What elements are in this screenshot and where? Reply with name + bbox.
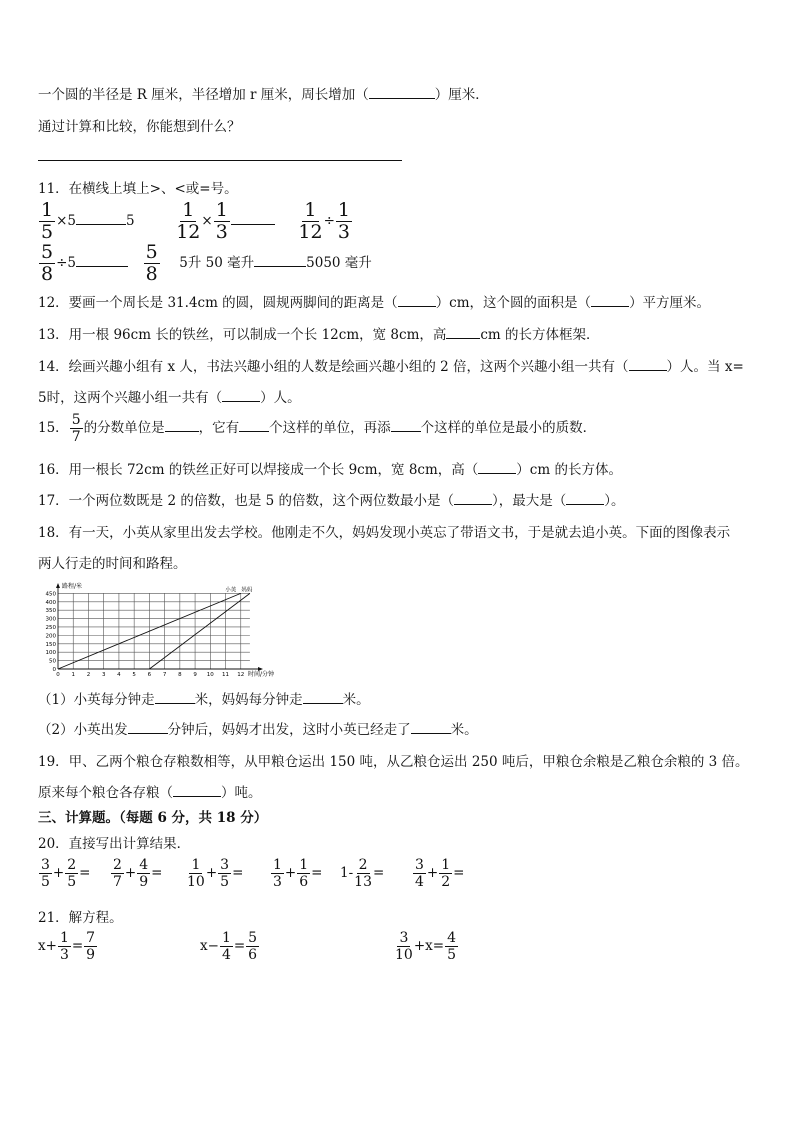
- answer-blank[interactable]: [254, 266, 306, 267]
- answer-blank[interactable]: [222, 401, 260, 402]
- q11-row1: $\frac{1}{5}$ ×5 5 $\frac{1}{12}$ × $\frac{1}{3}$ $\frac{1}{12}$ ÷ $\frac{1}{3}$: [41, 199, 350, 243]
- fraction: $\frac{3}{4}$: [415, 857, 424, 890]
- series-label: 小英: [225, 587, 237, 594]
- x-tick-label: 11: [222, 672, 230, 678]
- y-tick-label: 0: [52, 667, 56, 673]
- q16: 16．用一根长 72cm 的铁丝正好可以焊接成一个长 9cm，宽 8cm，高（ ）cm 的长方体。: [38, 462, 622, 478]
- y-tick-label: 250: [45, 624, 56, 631]
- q13: 13．用一根 96cm 长的铁丝，可以制成一个长 12cm，宽 8cm，高 cm 的长方体框架．: [38, 327, 600, 343]
- fraction: $\frac{5}{8}$: [145, 241, 158, 285]
- x-tick-label: 4: [117, 672, 121, 678]
- answer-blank[interactable]: [239, 431, 269, 432]
- fraction: $\frac{1}{2}$: [441, 857, 451, 890]
- q12: 12．要画一个周长是 31.4cm 的圆，圆规两脚间的距离是（ ）cm，这个圆的面积是（ ）平方厘米。: [38, 295, 711, 311]
- answer-blank[interactable]: [478, 473, 516, 474]
- answer-blank[interactable]: [155, 703, 195, 704]
- q14-line2: 5时，这两个兴趣小组一共有（ ）人。: [38, 390, 301, 406]
- x-tick-label: 3: [101, 672, 106, 678]
- answer-blank[interactable]: [454, 504, 492, 505]
- q17: 17．一个两位数既是 2 的倍数，也是 5 的倍数，这个两位数最小是（ ），最大是（ ）。: [38, 493, 625, 509]
- fraction: $\frac{1}{6}$: [299, 857, 309, 890]
- fraction: $\frac{3}{5}$: [220, 857, 230, 890]
- q20-item: $\frac{1}{3}$ + $\frac{1}{6}$ =: [273, 857, 323, 890]
- y-tick-label: 350: [45, 608, 56, 615]
- answer-blank[interactable]: [76, 266, 128, 267]
- x-tick-label: 7: [162, 672, 167, 678]
- q21-eq3: $\frac{3}{10}$ +x= $\frac{4}{5}$: [395, 930, 456, 963]
- answer-blank[interactable]: [231, 224, 275, 225]
- q18-sub1: （1）小英每分钟走 米，妈妈每分钟走 米。: [38, 692, 370, 708]
- fraction: $\frac{1}{12}$: [176, 199, 201, 243]
- y-tick-label: 300: [45, 616, 56, 623]
- q11-stem: 11．在横线上填上>、<或=号。: [38, 181, 238, 197]
- q10-line1: 一个圆的半径是 R 厘米，半径增加 r 厘米，周长增加（ ）厘米．: [38, 87, 489, 103]
- q20-item: $\frac{2}{7}$ + $\frac{4}{9}$ =: [113, 857, 163, 890]
- q19-line1: 19．甲、乙两个粮仓存粮数相等，从甲粮仓运出 150 吨，从乙粮仓运出 250 吨后，甲粮仓余粮是乙粮仓余粮的 3 倍。: [38, 754, 749, 770]
- fraction: $\frac{4}{9}$: [139, 857, 149, 890]
- y-tick-label: 200: [45, 633, 56, 640]
- fraction: $\frac{1}{12}$: [298, 199, 323, 243]
- answer-blank[interactable]: [591, 306, 629, 307]
- x-tick-label: 9: [193, 672, 197, 678]
- fraction: $\frac{2}{13}$: [354, 857, 372, 890]
- answer-blank[interactable]: [411, 733, 451, 734]
- y-axis-arrow: [56, 583, 60, 588]
- x-tick-label: 0: [56, 672, 60, 678]
- x-tick-label: 12: [237, 672, 245, 678]
- x-tick-label: 8: [178, 672, 182, 678]
- q18-line1: 18．有一天，小英从家里出发去学校。他刚走不久，妈妈发现小英忘了带语文书，于是就去追小英。下面的图像表示: [38, 525, 731, 541]
- section-heading: 三、计算题。（每题 6 分，共 18 分）: [38, 810, 268, 826]
- distance-time-chart: [36, 580, 276, 680]
- fraction: $\frac{3}{10}$: [395, 930, 413, 963]
- x-tick-label: 1: [71, 672, 75, 678]
- chart-grid: [58, 593, 250, 669]
- x-axis-label: 时间/分钟: [248, 671, 275, 678]
- y-axis-label: 路程/米: [62, 583, 83, 590]
- y-tick-label: 450: [45, 591, 56, 598]
- answer-blank[interactable]: [173, 796, 221, 797]
- q21-eq2: x− $\frac{1}{4}$ = $\frac{5}{6}$: [200, 930, 258, 963]
- answer-blank[interactable]: [369, 98, 435, 99]
- answer-blank[interactable]: [566, 504, 604, 505]
- fraction: $\frac{5}{7}$: [71, 412, 81, 445]
- q20-stem: 20．直接写出计算结果．: [38, 836, 191, 852]
- q21-eq1: x+ $\frac{1}{3}$ = $\frac{7}{9}$: [38, 930, 96, 963]
- q10-line2: 通过计算和比较，你能想到什么？: [38, 119, 241, 135]
- y-tick-label: 100: [45, 650, 56, 657]
- answer-blank[interactable]: [391, 431, 421, 432]
- q21-stem: 21．解方程。: [38, 910, 123, 926]
- fraction: $\frac{2}{5}$: [67, 857, 77, 890]
- q15: 15． $\frac{5}{7}$ 的分数单位是 ，它有 个这样的单位，再添 个这样的单位是最小的质数．: [38, 412, 597, 445]
- answer-blank[interactable]: [629, 370, 667, 371]
- q14-line1: 14．绘画兴趣小组有 x 人，书法兴趣小组的人数是绘画兴趣小组的 2 倍，这两个兴趣小组一共有（ ）人。当 x=: [38, 359, 744, 375]
- fraction: $\frac{5}{8}$: [41, 241, 54, 285]
- fraction: $\frac{1}{4}$: [221, 930, 231, 963]
- q19-line2: 原来每个粮仓各存粮（ ）吨。: [38, 785, 262, 801]
- fraction: $\frac{4}{5}$: [447, 930, 456, 963]
- fraction: $\frac{5}{6}$: [248, 930, 258, 963]
- y-tick-label: 400: [45, 599, 56, 606]
- fraction: $\frac{1}{3}$: [59, 930, 69, 963]
- answer-blank[interactable]: [76, 224, 126, 225]
- fraction: $\frac{1}{3}$: [337, 199, 350, 243]
- q18-line2: 两人行走的时间和路程。: [38, 556, 187, 572]
- x-tick-label: 2: [86, 672, 91, 678]
- series-label: 妈妈: [241, 587, 253, 594]
- answer-blank[interactable]: [128, 733, 168, 734]
- fraction: $\frac{1}{5}$: [41, 199, 54, 243]
- answer-blank[interactable]: [446, 338, 480, 339]
- x-tick-label: 10: [206, 672, 214, 678]
- x-tick-label: 5: [132, 672, 136, 678]
- fraction: $\frac{1}{3}$: [215, 199, 228, 243]
- q18-sub2: （2）小英出发 分钟后，妈妈才出发，这时小英已经走了 米。: [38, 722, 478, 738]
- q20-item: 1- $\frac{2}{13}$ =: [340, 857, 385, 890]
- y-tick-label: 50: [49, 658, 56, 665]
- q11-row2: $\frac{5}{8}$ ÷5 $\frac{5}{8}$ 5升 50 毫升 5050 毫升: [41, 241, 372, 285]
- fraction: $\frac{1}{3}$: [273, 857, 282, 890]
- fraction: $\frac{3}{5}$: [41, 857, 50, 890]
- q20-item: $\frac{3}{4}$ + $\frac{1}{2}$ =: [415, 857, 465, 890]
- q20-item: $\frac{1}{10}$ + $\frac{3}{5}$ =: [187, 857, 244, 890]
- q20-item: $\frac{3}{5}$ + $\frac{2}{5}$ =: [41, 857, 91, 890]
- answer-blank[interactable]: [398, 306, 436, 307]
- x-tick-label: 6: [147, 672, 152, 678]
- answer-line[interactable]: [38, 160, 402, 161]
- fraction: $\frac{2}{7}$: [113, 857, 122, 890]
- y-tick-label: 150: [45, 641, 56, 648]
- answer-blank[interactable]: [303, 703, 343, 704]
- answer-blank[interactable]: [165, 431, 199, 432]
- fraction: $\frac{7}{9}$: [86, 930, 96, 963]
- fraction: $\frac{1}{10}$: [187, 857, 205, 890]
